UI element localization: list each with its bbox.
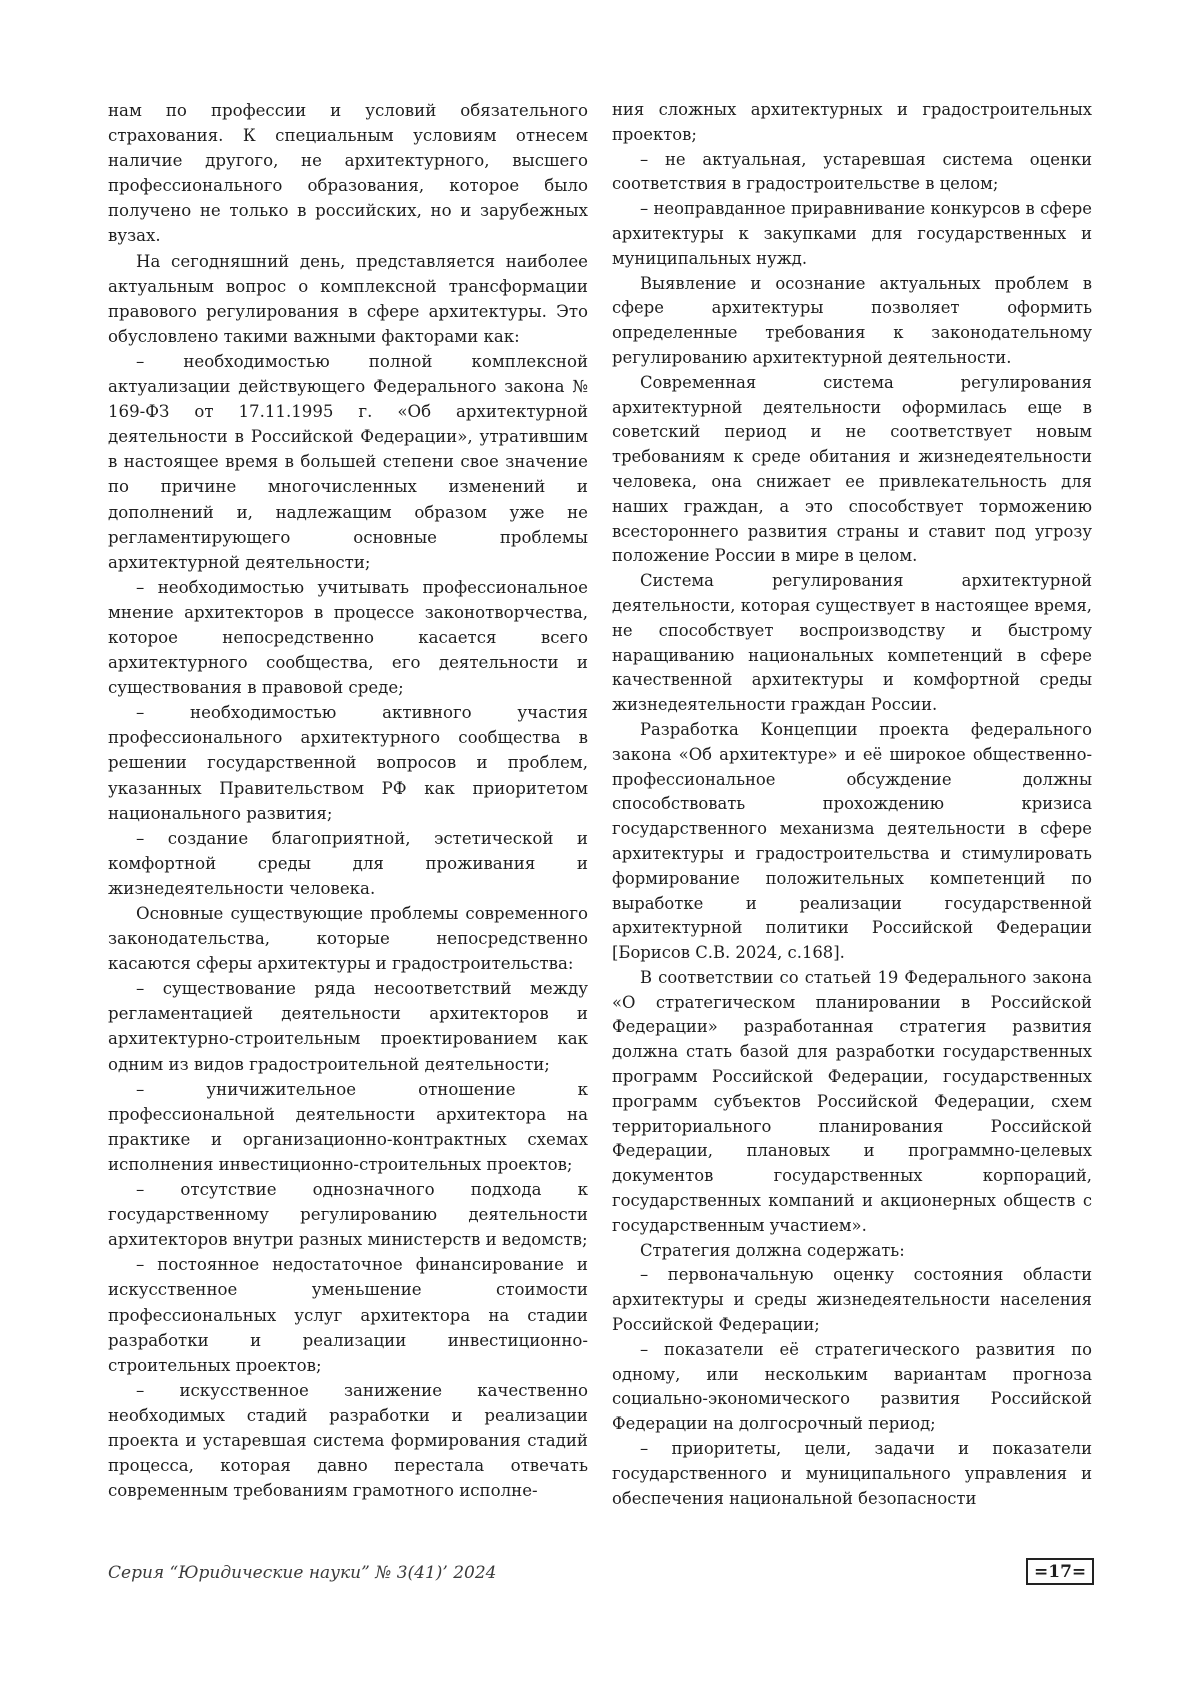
paragraph: Современная система регулирования архитектурной деятельности оформилась еще в советский период и не соответствует новым требованиям к среде обитания и жизнедеятельности человека, она снижает ее привлекательность для наших граждан, а это способствует торможению всестороннего развития страны и ставит под угрозу положение России в мире в целом. — [612, 372, 1092, 566]
list-item: – постоянное недостаточное финансирование и искусственное уменьшение стоимости профессиональных услуг архитектора на стадии разработки и реализации инвестиционно-строительных проектов; — [108, 1255, 588, 1375]
list-item: – показатели её стратегического развития по одному, или нескольким вариантам прогноза социально-экономического развития Российской Федерации на долгосрочный период; — [612, 1339, 1092, 1434]
list-item: – отсутствие однозначного подхода к государственному регулированию деятельности архитекторов внутри разных министерств и ведомств; — [108, 1180, 588, 1250]
list-item: – приоритеты, цели, задачи и показатели государственного и муниципального управления и обеспечения национальной безопасности — [612, 1439, 1092, 1508]
paragraph: ния сложных архитектурных и градостроительных проектов; — [612, 100, 1092, 144]
journal-series-footer: Серия “Юридические науки” № 3(41)’ 2024 — [108, 1563, 497, 1583]
list-item: – искусственное занижение качественно необходимых стадий разработки и реализации проекта и устаревшая система формирования стадий процесса, которая давно перестала отвечать современным требованиям грамотного исполне- — [108, 1380, 588, 1501]
page-number: =17= — [1026, 1558, 1094, 1585]
list-item: – существование ряда несоответствий между регламентацией деятельности архитекторов и архитектурно-строительным проектированием как одним из видов градостроительной деятельности; — [108, 979, 588, 1074]
list-item: – необходимостью полной комплексной актуализации действующего Федерального закона № 169-ФЗ от 17.11.1995 г. «Об архитектурной деятельности в Российской Федерации», утратившим в настоящее время в большей степени свое значение по причине многочисленных изменений и дополнений и, надлежащим образом уже не регламентирующего основные проблемы архитектурной деятельности; — [108, 351, 588, 572]
list-item: – необходимостью активного участия профессионального архитектурного сообщества в решении государственной вопросов и проблем, указанных Правительством РФ как приоритетом национального развития; — [108, 703, 588, 823]
paragraph: В соответствии со статьей 19 Федерального закона «О стратегическом планировании в Российской Федерации» разработанная стратегия развития должна стать базой для разработки государственных программ Российской Федерации, государственных программ субъектов Российской Федерации, схем территориального планирования Российской Федерации, плановых и программно-целевых документов государственных корпораций, государственных компаний и акционерных обществ с государственным участием». — [612, 967, 1092, 1235]
paragraph: Основные существующие проблемы современного законодательства, которые непосредственно касаются сферы архитектуры и градостроительства: — [108, 904, 588, 974]
list-item: – неоправданное приравнивание конкурсов в сфере архитектуры к закупками для государственных и муниципальных нужд. — [612, 199, 1092, 268]
paragraph: На сегодняшний день, представляется наиболее актуальным вопрос о комплексной трансформации правового регулирования в сфере архитектуры. Это обусловлено такими важными факторами как: — [108, 251, 588, 346]
list-item: – необходимостью учитывать профессиональное мнение архитекторов в процессе законотворчества, которое непосредственно касается всего архитектурного сообщества, его деятельности и существования в правовой среде; — [108, 577, 588, 698]
list-item: – не актуальная, устаревшая система оценки соответствия в градостроительстве в целом; — [612, 149, 1092, 194]
list-item: – первоначальную оценку состояния области архитектуры и среды жизнедеятельности населения Российской Федерации; — [612, 1265, 1092, 1335]
list-item: – создание благоприятной, эстетической и комфортной среды для проживания и жизнедеятельности человека. — [108, 828, 588, 898]
paragraph: Выявление и осознание актуальных проблем в сфере архитектуры позволяет оформить определенные требования к законодательному регулированию архитектурной деятельности. — [612, 273, 1092, 367]
paragraph: нам по профессии и условий обязательного страхования. К специальным условиям отнесем наличие другого, не архитектурного, высшего профессионального образования, которое было получено не только в российских, но и зарубежных вузах. — [108, 101, 588, 246]
left-text-column — [108, 98, 588, 1503]
paragraph: Система регулирования архитектурной деятельности, которая существует в настоящее время, не способствует воспроизводству и быстрому наращиванию национальных компетенций в сфере качественной архитектуры и комфортной среды жизнедеятельности граждан России. — [612, 571, 1092, 715]
paragraph: Стратегия должна содержать: — [640, 1240, 905, 1260]
paragraph: Разработка Концепции проекта федерального закона «Об архитектуре» и её широкое общественно-профессиональное обсуждение должны способствовать прохождению кризиса государственного механизма деятельности в сфере архитектуры и градостроительства и стимулировать формирование положительных компетенций по выработке и реализации государственной архитектурной политики Российской Федерации [Борисов С.В. 2024, с.168]. — [612, 719, 1092, 963]
right-text-column — [612, 98, 1092, 1511]
list-item: – уничижительное отношение к профессиональной деятельности архитектора на практике и организационно-контрактных схемах исполнения инвестиционно-строительных проектов; — [108, 1079, 588, 1174]
